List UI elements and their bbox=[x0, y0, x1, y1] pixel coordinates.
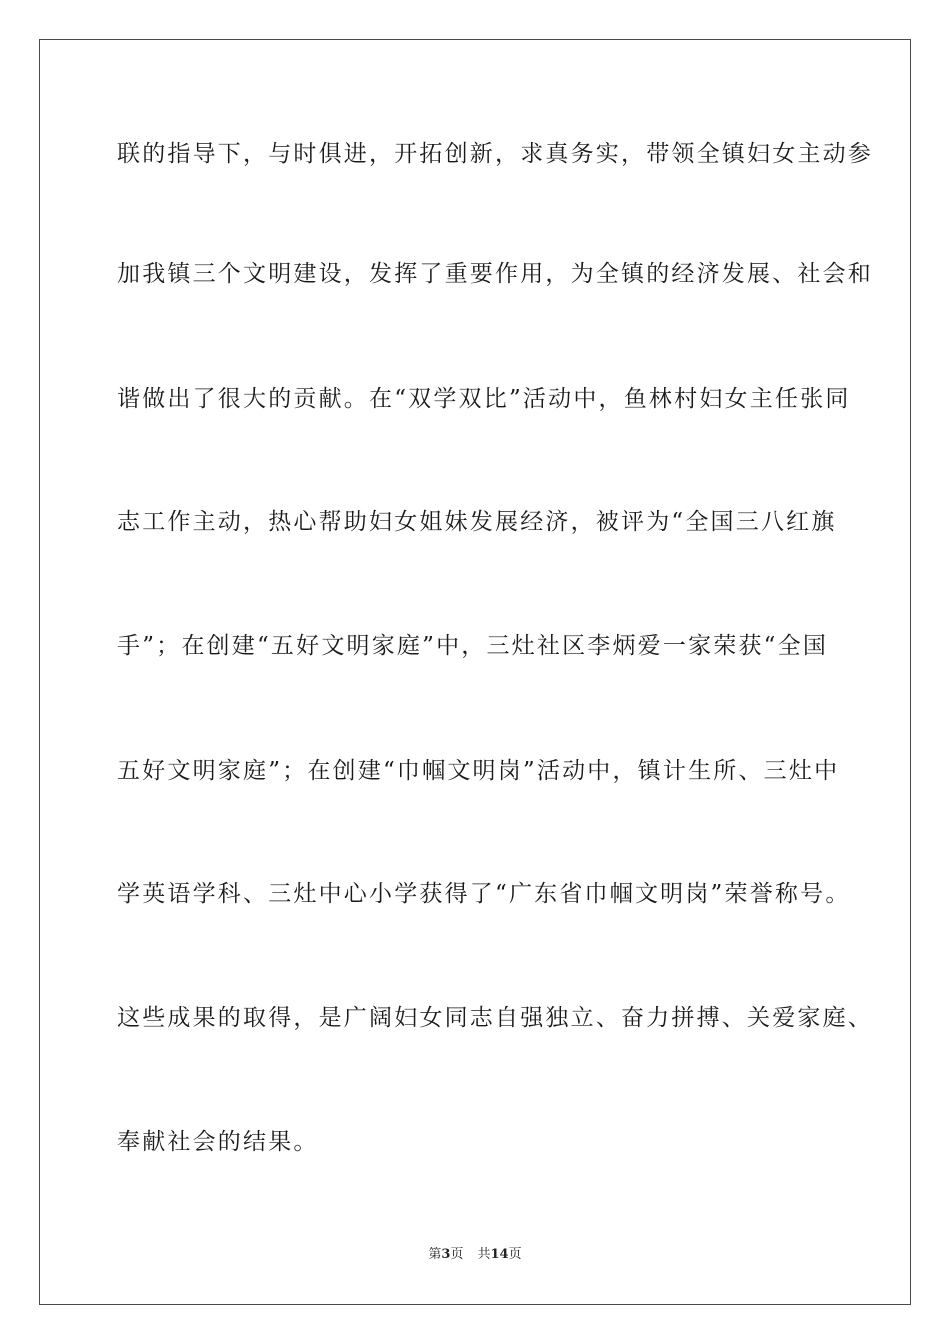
total-prefix: 共 bbox=[477, 1247, 491, 1262]
paragraph-line: 谐做出了很大的贡献。在“双学双比”活动中，鱼林村妇女主任张同 bbox=[117, 386, 851, 412]
total-pages-number: 14 bbox=[490, 1247, 509, 1262]
paragraph-line: 五好文明家庭”；在创建“巾帼文明岗”活动中，镇计生所、三灶中 bbox=[117, 758, 840, 784]
page-border bbox=[39, 39, 911, 1305]
page-suffix: 页 bbox=[450, 1247, 464, 1262]
page-footer bbox=[0, 1246, 950, 1264]
paragraph-line: 加我镇三个文明建设，发挥了重要作用，为全镇的经济发展、社会和 bbox=[117, 261, 873, 287]
paragraph-line: 联的指导下，与时俱进，开拓创新，求真务实，带领全镇妇女主动参 bbox=[117, 141, 873, 167]
paragraph-line: 志工作主动，热心帮助妇女姐妹发展经济，被评为“全国三八红旗 bbox=[117, 509, 837, 535]
paragraph-line: 奉献社会的结果。 bbox=[117, 1129, 319, 1155]
total-suffix: 页 bbox=[508, 1247, 522, 1262]
current-page-number: 3 bbox=[441, 1247, 451, 1262]
page-prefix: 第 bbox=[428, 1247, 442, 1262]
paragraph-line: 手”；在创建“五好文明家庭”中，三灶社区李炳爱一家荣获“全国 bbox=[117, 633, 829, 659]
paragraph-line: 学英语学科、三灶中心小学获得了“广东省巾帼文明岗”荣誉称号。 bbox=[117, 881, 851, 907]
paragraph-line: 这些成果的取得，是广阔妇女同志自强独立、奋力拼搏、关爱家庭、 bbox=[117, 1005, 873, 1031]
